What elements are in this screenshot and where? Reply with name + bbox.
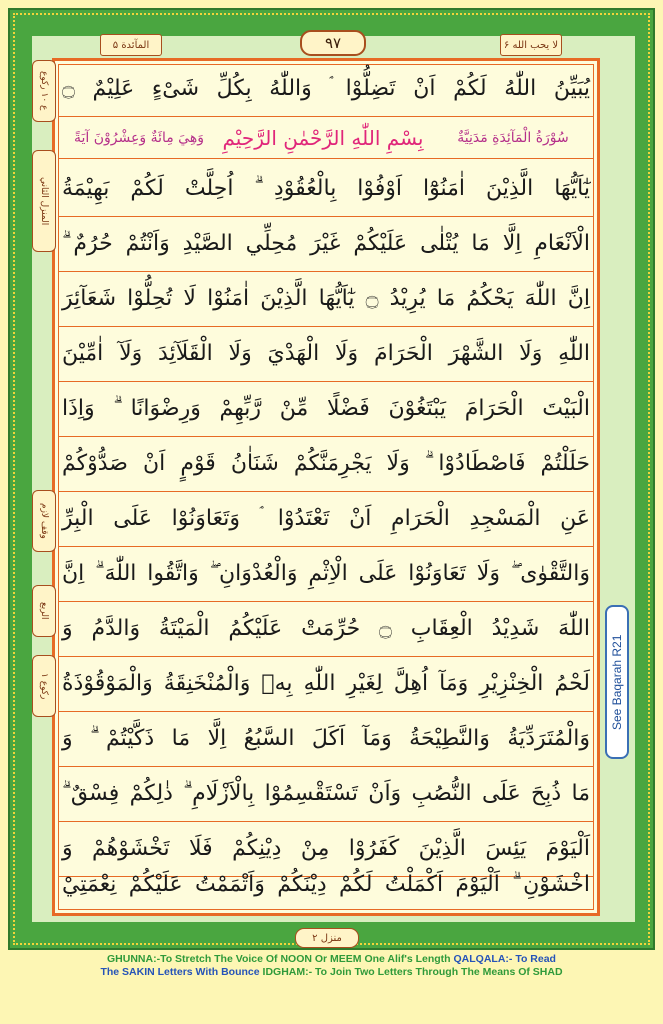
bismillah: بِسْمِ اللّٰهِ الرَّحْمٰنِ الرَّحِيْمِ (222, 126, 424, 150)
surah-header (58, 122, 594, 154)
verse-line: يٰٓاَيُّهَا الَّذِيْنَ اٰمَنُوْٓا اَوْفُوْا بِالْعُقُوْدِ ۗ اُحِلَّتْ لَكُمْ بَهِيْمَةُ (62, 176, 590, 201)
verse-line: اَلْيَوْمَ يَئِسَ الَّذِيْنَ كَفَرُوْا مِنْ دِيْنِكُمْ فَلَا تَخْشَوْهُمْ وَ (62, 836, 590, 861)
manzil-marker: منزل ۲ (295, 928, 359, 948)
verse-line: حَلَلْتُمْ فَاصْطَادُوْا ۗ وَلَا يَجْرِمَنَّكُمْ شَنَاٰنُ قَوْمٍ اَنْ صَدُّوْكُمْ (62, 451, 590, 476)
line-rule (58, 158, 594, 159)
header-right-label: لا يحب الله ۶ (500, 34, 562, 56)
legend-qalqala-cont: The SAKIN Letters With Bounce (100, 966, 263, 978)
verse-line: مَا ذُبِحَ عَلَى النُّصُبِ وَاَنْ تَسْتَقْسِمُوْا بِالْاَزْلَامِ ۗ ذٰلِكُمْ فِسْقٌ ۗ (62, 781, 590, 806)
verse-line: اللّٰهَ شَدِيْدُ الْعِقَابِ ۝ حُرِّمَتْ عَلَيْكُمُ الْمَيْتَةُ وَالدَّمُ وَ (62, 616, 590, 641)
legend-qalqala: QALQALA:- To Read (453, 953, 556, 965)
verse-line: الْاَنْعَامِ اِلَّا مَا يُتْلٰى عَلَيْكُمْ غَيْرَ مُحِلِّي الصَّيْدِ وَاَنْتُمْ حُرُمٌ ۗ (62, 231, 590, 256)
tajweed-legend (10, 953, 653, 979)
verse-line: اِنَّ اللّٰهَ يَحْكُمُ مَا يُرِيْدُ ۝ يٰٓاَيُّهَا الَّذِيْنَ اٰمَنُوْا لَا تُحِلُّوْا شَعَآئِرَ (62, 286, 590, 311)
side-label-manzil: المنزل الثاني (32, 150, 56, 252)
side-label-rub: الربع (32, 585, 56, 637)
header-left-label: المآئدة ۵ (100, 34, 162, 56)
legend-idgham: IDGHAM:- To Join Two Letters Through The Means Of SHAD (262, 966, 563, 978)
line-rule (58, 116, 594, 117)
verse-line: وَالتَّقْوٰى ۖ وَلَا تَعَاوَنُوْا عَلَى الْاِثْمِ وَالْعُدْوَانِ ۖ وَاتَّقُوا اللّٰهَ ۗ اِنَّ (62, 561, 590, 586)
verse-line-first: يُبَيِّنُ اللّٰهُ لَكُمْ اَنْ تَضِلُّوْا ۘ وَاللّٰهُ بِكُلِّ شَیْءٍ عَلِيْمٌ ۝ (62, 76, 590, 101)
surah-name: سُوْرَةُ الْمَآئِدَةِ مَدَنِيَّةٌ (457, 130, 569, 146)
side-label-ruku-count: ع ۱۰ ركوع (32, 60, 56, 122)
legend-ghunna: GHUNNA:-To Stretch The Voice Of NOON Or MEEM One Alif's Length (107, 953, 454, 965)
page-number: ۹۷ (300, 30, 366, 56)
verse-line: وَالْمُتَرَدِّيَةُ وَالنَّطِيْحَةُ وَمَآ اَكَلَ السَّبُعُ اِلَّا مَا ذَكَّيْتُمْ ۗ وَ (62, 726, 590, 751)
side-label-ruku: ركوع ۱ (32, 655, 56, 717)
verse-line: لَحْمُ الْخِنْزِيْرِ وَمَآ اُهِلَّ لِغَيْرِ اللّٰهِ بِهٖ وَالْمُنْخَنِقَةُ وَالْمَوْقُوْذَةُ (62, 671, 590, 696)
verse-line: عَنِ الْمَسْجِدِ الْحَرَامِ اَنْ تَعْتَدُوْا ۘ وَتَعَاوَنُوْا عَلَى الْبِرِّ (62, 506, 590, 531)
cross-reference-note: See Baqarah R21 (605, 605, 629, 759)
verse-line: اللّٰهِ وَلَا الشَّهْرَ الْحَرَامَ وَلَا الْهَدْيَ وَلَا الْقَلَآئِدَ وَلَآ اٰمِّيْنَ (62, 341, 590, 366)
surah-info: وَهِيَ مِائَةٌ وَعِشْرُوْنَ آيَةً (74, 130, 204, 146)
verse-line-last: اخْشَوْنِ ۗ اَلْيَوْمَ اَكْمَلْتُ لَكُمْ دِيْنَكُمْ وَاَتْمَمْتُ عَلَيْكُمْ نِعْمَتِيْ (62, 872, 590, 897)
verse-line: الْبَيْتَ الْحَرَامَ يَبْتَغُوْنَ فَضْلًا مِّنْ رَّبِّهِمْ وَرِضْوَانًا ۗ وَاِذَا (62, 396, 590, 421)
side-label-waqf: وقف لازم (32, 490, 56, 552)
